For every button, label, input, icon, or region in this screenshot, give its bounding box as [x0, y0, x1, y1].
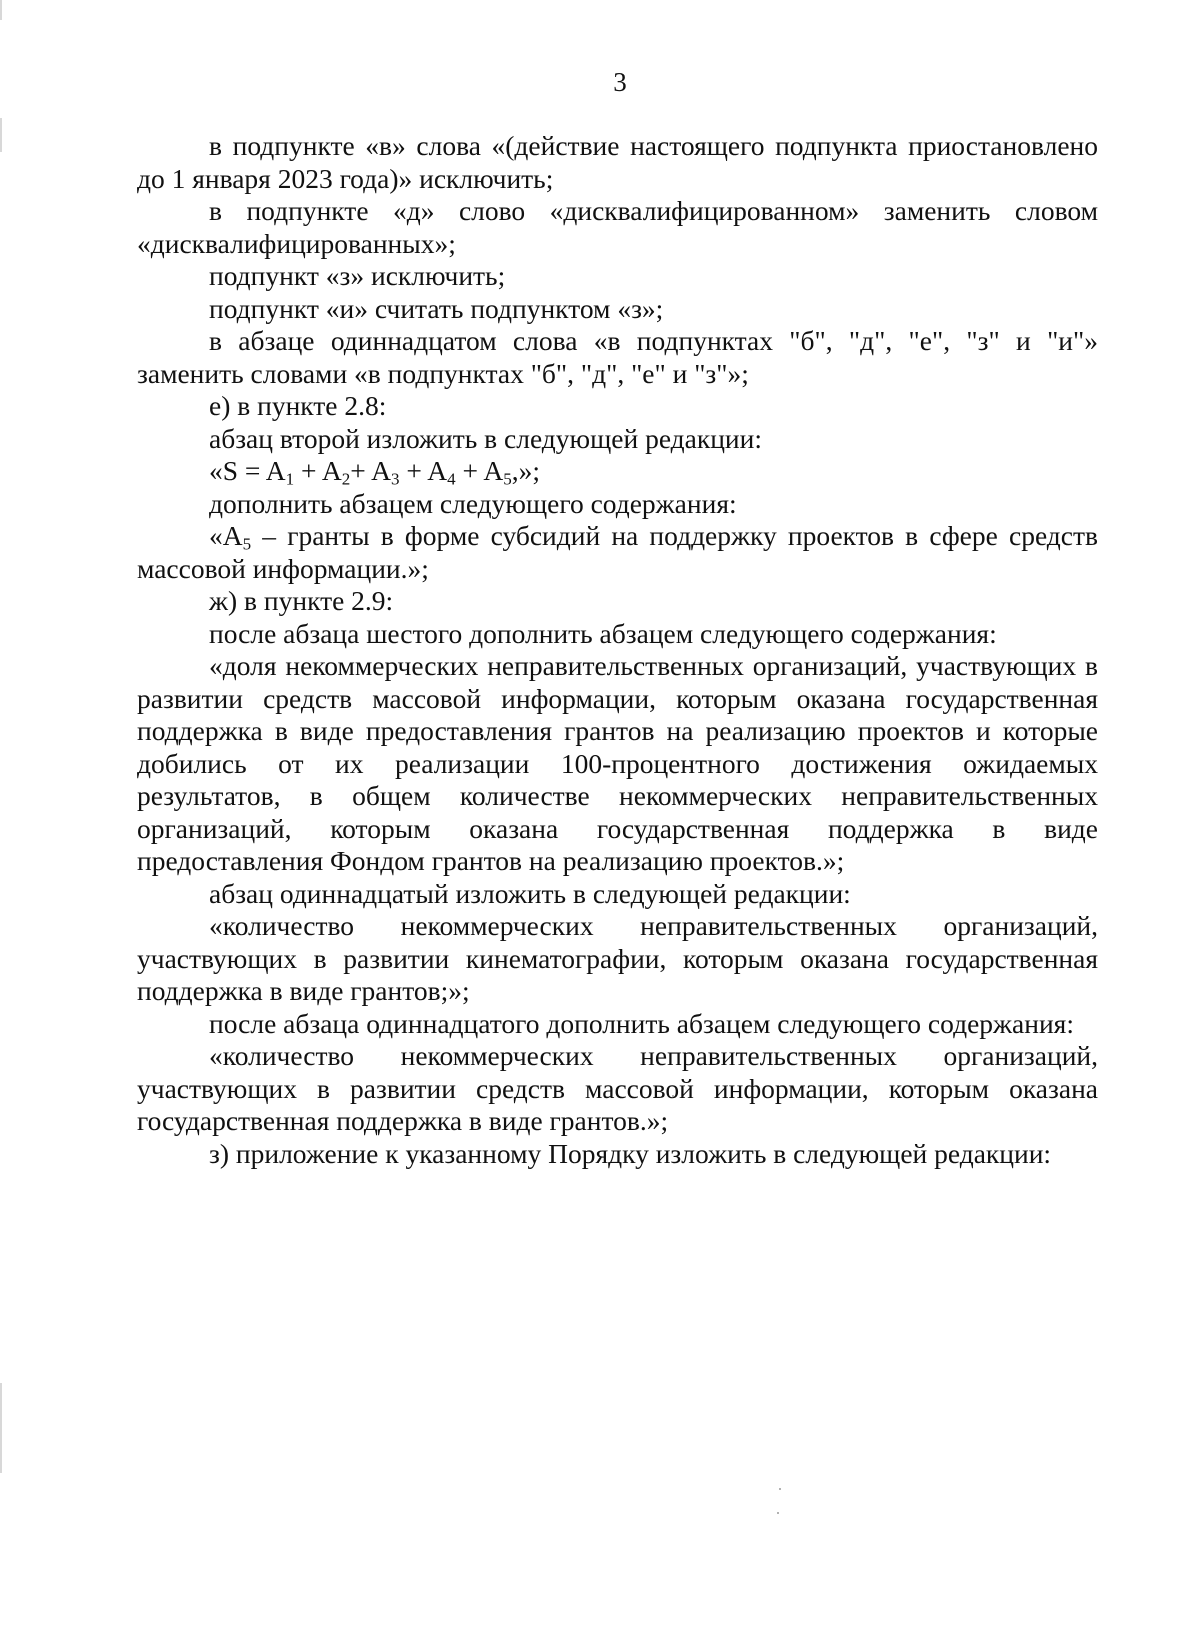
- paragraph: абзац одиннадцатый изложить в следующей редакции:: [209, 877, 851, 909]
- paragraph: ж) в пункте 2.9:: [209, 585, 394, 616]
- paragraph: дополнить абзацем следующего содержания:: [209, 487, 737, 519]
- scan-margin-mark: [0, 1383, 2, 1473]
- document-body: [137, 130, 1098, 1170]
- page-number: 3: [613, 67, 627, 97]
- scan-speck: [777, 1512, 779, 1514]
- paragraph: в подпункте «в» слова «(действие настоящего подпункта приостановлено до 1 января 2023 года)» исключить;: [137, 130, 1098, 194]
- paragraph: з) приложение к указанному Порядку изложить в следующей редакции:: [209, 1137, 1052, 1169]
- paragraph: «количество некоммерческих неправительственных организаций, участвующих в развитии кинематографии, которым оказана государственная поддержка в виде грантов;»;: [137, 910, 1098, 1006]
- scan-margin-mark: [0, 0, 2, 20]
- paragraph: «$A_5$ – гранты в форме субсидий на поддержку проектов в сфере средств массовой информации.»;: [137, 520, 1098, 584]
- scan-speck: [779, 1488, 781, 1490]
- formula: «$S = A_1 + A_2+ A_3 + A_4 + A_5$,»;: [209, 455, 541, 489]
- paragraph: «доля некоммерческих неправительственных организаций, участвующих в развитии средств массовой информации, которым оказана государственная поддержка в виде предоставления грантов на реализацию проектов и которые добились от их реализации 100-процентного достижения ожидаемых результатов, в общем количестве некоммерческих неправительственных организаций, которым оказана государственная поддержка в виде предоставления Фондом грантов на реализацию проектов.»;: [137, 650, 1098, 876]
- paragraph: «количество некоммерческих неправительственных организаций, участвующих в развитии средств массовой информации, которым оказана государственная поддержка в виде грантов.»;: [137, 1040, 1098, 1136]
- paragraph: подпункт «и» считать подпунктом «з»;: [209, 292, 664, 324]
- paragraph: подпункт «з» исключить;: [209, 260, 506, 291]
- paragraph: абзац второй изложить в следующей редакции:: [209, 422, 763, 454]
- paragraph: в подпункте «д» слово «дисквалифицированном» заменить словом «дисквалифицированных»;: [137, 195, 1098, 259]
- paragraph: после абзаца одиннадцатого дополнить абзацем следующего содержания:: [209, 1007, 1074, 1039]
- paragraph: после абзаца шестого дополнить абзацем следующего содержания:: [209, 617, 997, 649]
- scan-margin-mark: [0, 118, 2, 152]
- paragraph: е) в пункте 2.8:: [209, 390, 387, 421]
- paragraph: в абзаце одиннадцатом слова «в подпунктах "б", "д", "е", "з" и "и"» заменить словами «в подпунктах "б", "д", "е" и "з"»;: [137, 325, 1098, 389]
